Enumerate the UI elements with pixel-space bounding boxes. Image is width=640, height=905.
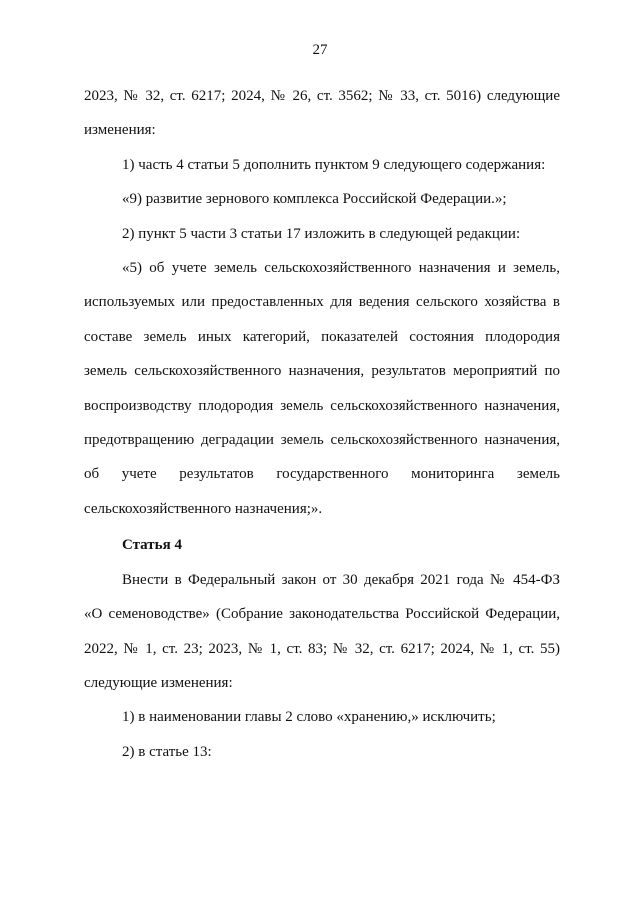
paragraph-line: Внести в Федеральный закон от 30 декабря 2021 года № 454-ФЗ bbox=[122, 571, 560, 588]
paragraph: 2) в статье 13: bbox=[122, 743, 212, 760]
paragraph: 2) пункт 5 части 3 статьи 17 изложить в следующей редакции: bbox=[122, 225, 521, 242]
document-body bbox=[84, 79, 560, 769]
paragraph-line: сельскохозяйственного назначения;». bbox=[84, 500, 323, 517]
paragraph-line: следующие изменения: bbox=[84, 674, 233, 691]
paragraph-line: изменения: bbox=[84, 122, 156, 139]
paragraph-line: воспроизводству плодородия земель сельскохозяйственного назначения, bbox=[84, 397, 560, 414]
paragraph-line: земель сельскохозяйственного назначения, результатов мероприятий по bbox=[84, 363, 560, 380]
paragraph: 1) часть 4 статьи 5 дополнить пунктом 9 следующего содержания: bbox=[122, 156, 546, 173]
paragraph-line: 2022, № 1, ст. 23; 2023, № 1, ст. 83; № 32, ст. 6217; 2024, № 1, ст. 55) bbox=[84, 640, 560, 657]
paragraph-line: «5) об учете земель сельскохозяйственного назначения и земель, bbox=[122, 260, 560, 277]
paragraph-line: предотвращению деградации земель сельскохозяйственного назначения, bbox=[84, 432, 560, 449]
paragraph-line: «О семеноводстве» (Собрание законодательства Российской Федерации, bbox=[84, 606, 560, 623]
paragraph-line: об учете результатов государственного мониторинга земель bbox=[84, 466, 560, 483]
paragraph-line: составе земель иных категорий, показателей состояния плодородия bbox=[84, 328, 560, 345]
page-number: 27 bbox=[312, 42, 328, 58]
paragraph: «9) развитие зернового комплекса Российской Федерации.»; bbox=[122, 191, 507, 208]
paragraph-line: используемых или предоставленных для ведения сельского хозяйства в bbox=[84, 294, 560, 311]
paragraph: 1) в наименовании главы 2 слово «хранению,» исключить; bbox=[122, 709, 496, 726]
paragraph-line: 2023, № 32, ст. 6217; 2024, № 26, ст. 3562; № 33, ст. 5016) следующие bbox=[84, 88, 560, 104]
article-heading: Статья 4 bbox=[122, 537, 182, 554]
